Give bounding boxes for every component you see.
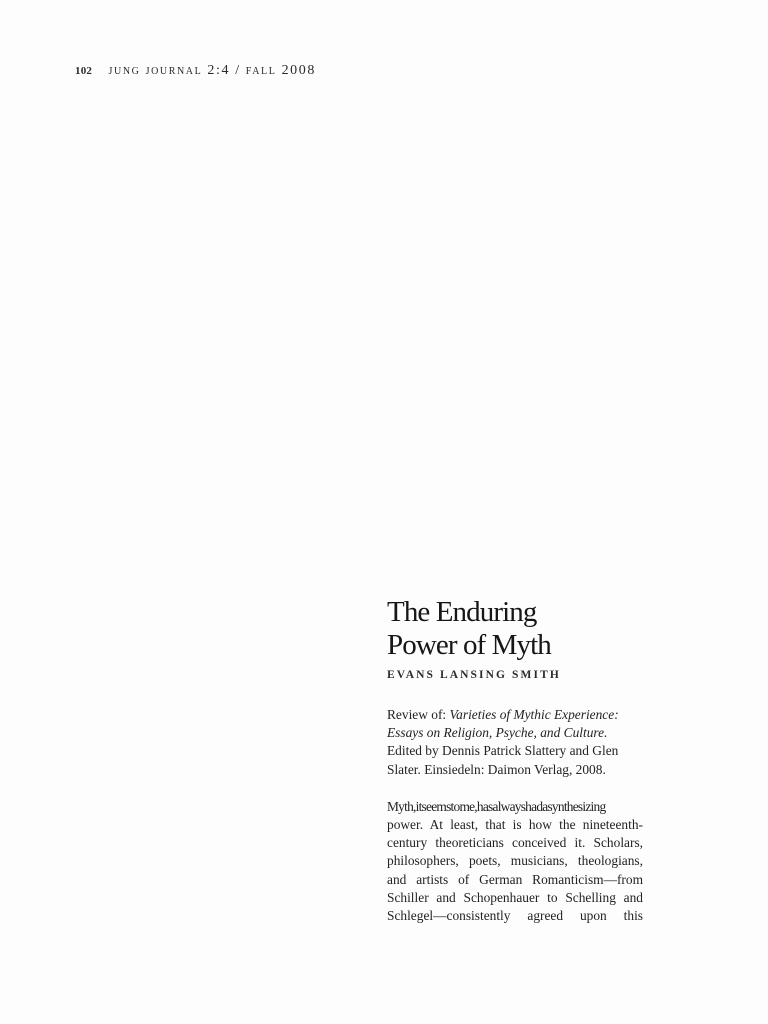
title-line: The Enduring <box>387 596 537 628</box>
publication-info: Glen Slater. Einsiedeln: Daimon Verlag, 2008. <box>387 743 619 777</box>
edited-by: Edited by Dennis Patrick Slattery and <box>387 743 589 759</box>
title-line: Power of Myth <box>387 629 551 661</box>
review-prefix: Review of: <box>387 707 450 722</box>
body-line: century theoreticians conceived it. Scholars, <box>387 835 643 851</box>
article-title <box>387 596 643 662</box>
page-number: 102 <box>75 65 93 77</box>
body-line: Schiller and Schopenhauer to Schelling and <box>387 889 643 905</box>
book-title: Varieties of Mythic Experience: Essays on Religion, Psyche, and Culture. <box>387 707 619 741</box>
author-name: EVANS LANSING SMITH <box>387 669 561 681</box>
body-line: philosophers, poets, musicians, theologians, <box>387 853 643 869</box>
body-line: Myth,itseemstome,hasalwayshadasynthesizing <box>387 798 606 814</box>
running-head <box>75 63 316 79</box>
body-line: and artists of German Romanticism—from <box>387 871 643 887</box>
review-info <box>387 706 643 779</box>
body-line: power. At least, that is how the nineteenth- <box>387 817 643 833</box>
body-text <box>387 798 643 925</box>
body-line: Schlegel—consistently agreed upon this <box>387 908 643 924</box>
article <box>387 596 643 925</box>
journal-info: jung journal 2:4 / fall 2008 <box>108 63 316 78</box>
